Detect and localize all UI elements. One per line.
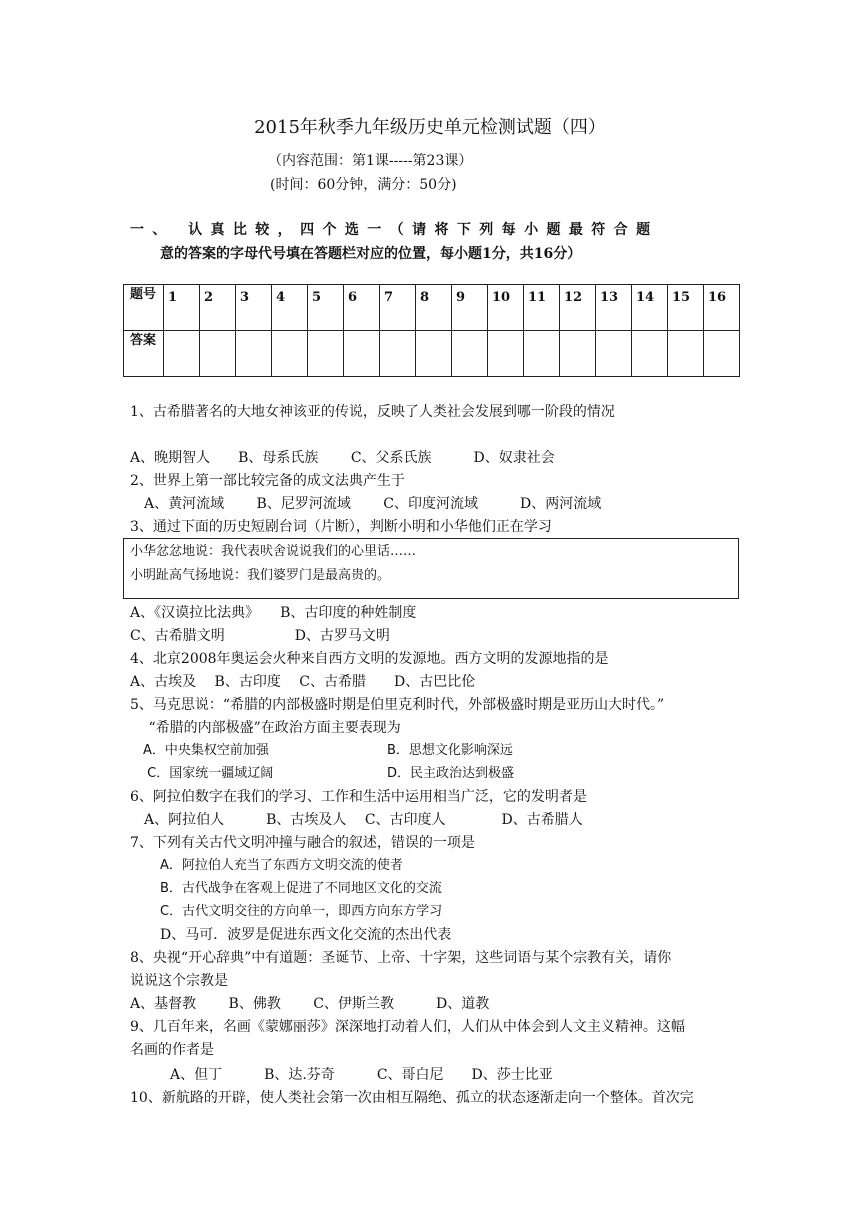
answer-cell[interactable] [344, 331, 380, 377]
answer-cell[interactable] [668, 331, 704, 377]
question-7-option-d: D、马可．波罗是促进东西文化交流的杰出代表 [160, 927, 452, 943]
question-9-stem: 名画的作者是 [130, 1042, 214, 1058]
quote-box [123, 538, 739, 599]
question-3-options-2: C、古希腊文明 D、古罗马文明 [130, 628, 390, 644]
question-7-option-a: A．阿拉伯人充当了东西方文明交流的使者 [160, 858, 403, 873]
question-number-cell: 9 [452, 285, 488, 331]
question-9-options: A、但丁 B、达.芬奇 C、哥白尼 D、莎士比亚 [170, 1067, 553, 1083]
question-number-cell: 7 [380, 285, 416, 331]
answer-cell[interactable] [200, 331, 236, 377]
time-score: (时间：60分钟，满分：50分) [270, 177, 457, 193]
question-8: 8、央视“开心辞典”中有道题：圣诞节、上帝、十字架，这些词语与某个宗教有关，请你 [130, 950, 672, 966]
answer-cell[interactable] [632, 331, 668, 377]
question-number-cell: 2 [200, 285, 236, 331]
question-number-cell: 10 [488, 285, 524, 331]
question-5-option-d: D．民主政治达到极盛 [387, 766, 515, 781]
question-8-stem: 说说这个宗教是 [130, 973, 228, 989]
table-row [124, 331, 740, 377]
table-row [124, 285, 740, 331]
question-9: 9、几百年来，名画《蒙娜丽莎》深深地打动着人们，人们从中体会到人文主义精神。这幅 [130, 1019, 685, 1035]
question-5-option-b: B．思想文化影响深远 [387, 743, 513, 758]
question-number-cell: 12 [560, 285, 596, 331]
question-10: 10、新航路的开辟，使人类社会第一次由相互隔绝、孤立的状态逐渐走向一个整体。首次完 [130, 1090, 694, 1106]
question-number-cell: 14 [632, 285, 668, 331]
question-number-cell: 16 [704, 285, 740, 331]
answer-cell[interactable] [236, 331, 272, 377]
page-title: 2015年秋季九年级历史单元检测试题（四） [254, 117, 606, 138]
answer-cell[interactable] [524, 331, 560, 377]
question-number-cell: 11 [524, 285, 560, 331]
question-number-cell: 8 [416, 285, 452, 331]
answer-cell[interactable] [308, 331, 344, 377]
question-7-option-c: C．古代文明交往的方向单一，即西方向东方学习 [160, 904, 443, 919]
question-number-cell: 15 [668, 285, 704, 331]
question-3: 3、通过下面的历史短剧台词（片断），判断小明和小华他们正在学习 [130, 519, 552, 535]
question-number-cell: 4 [272, 285, 308, 331]
question-5-option-a: A．中央集权空前加强 [130, 743, 269, 758]
answer-table [123, 284, 740, 377]
question-2: 2、世界上第一部比较完备的成文法典产生于 [130, 473, 405, 489]
question-1-options: A、晚期智人 B、母系氏族 C、父系氏族 D、奴隶社会 [130, 450, 555, 466]
question-4-options: A、古埃及 B、古印度 C、古希腊 D、古巴比伦 [130, 674, 476, 690]
question-2-options: A、黄河流域 B、尼罗河流域 C、印度河流域 D、两河流域 [130, 496, 602, 512]
question-5-stem: “希腊的内部极盛”在政治方面主要表现为 [130, 720, 401, 736]
answer-cell[interactable] [704, 331, 740, 377]
question-7: 7、下列有关古代文明冲撞与融合的叙述，错误的一项是 [130, 835, 475, 851]
question-8-options: A、基督教 B、佛教 C、伊斯兰教 D、道教 [130, 996, 490, 1012]
answer-cell[interactable] [164, 331, 200, 377]
question-5: 5、马克思说：“希腊的内部极盛时期是伯里克利时代，外部极盛时期是亚历山大时代。” [130, 697, 665, 713]
question-number-cell: 3 [236, 285, 272, 331]
answer-cell[interactable] [560, 331, 596, 377]
question-1: 1、古希腊著名的大地女神该亚的传说，反映了人类社会发展到哪一阶段的情况 [130, 404, 615, 420]
question-4: 4、北京2008年奥运会火种来自西方文明的发源地。西方文明的发源地指的是 [130, 651, 609, 667]
answer-cell[interactable] [452, 331, 488, 377]
question-6-options: A、阿拉伯人 B、古埃及人 C、古印度人 D、古希腊人 [130, 812, 583, 828]
section-heading: 一、 认真比较，四个选一（请将下列每小题最符合题 [130, 222, 659, 238]
row-header-number: 题号 [124, 285, 164, 331]
question-number-cell: 5 [308, 285, 344, 331]
question-number-cell: 13 [596, 285, 632, 331]
question-number-cell: 1 [164, 285, 200, 331]
row-header-answer: 答案 [124, 331, 164, 377]
content-scope: （内容范围：第1课-----第23课） [268, 153, 473, 169]
question-number-cell: 6 [344, 285, 380, 331]
quote-line-2: 小明趾高气扬地说：我们婆罗门是最高贵的。 [130, 568, 391, 583]
question-6: 6、阿拉伯数字在我们的学习、工作和生活中运用相当广泛，它的发明者是 [130, 789, 587, 805]
question-3-options-1: A、《汉谟拉比法典》 B、古印度的种姓制度 [130, 605, 417, 621]
quote-line-1: 小华忿忿地说：我代表吠舍说说我们的心里话…… [130, 544, 417, 559]
answer-cell[interactable] [272, 331, 308, 377]
answer-cell[interactable] [596, 331, 632, 377]
answer-cell[interactable] [416, 331, 452, 377]
answer-cell[interactable] [380, 331, 416, 377]
question-5-option-c: C．国家统一疆域辽阔 [130, 766, 274, 781]
question-7-option-b: B．古代战争在客观上促进了不同地区文化的交流 [160, 881, 442, 896]
section-instructions: 意的答案的字母代号填在答题栏对应的位置，每小题1分，共16分） [160, 246, 582, 262]
answer-cell[interactable] [488, 331, 524, 377]
